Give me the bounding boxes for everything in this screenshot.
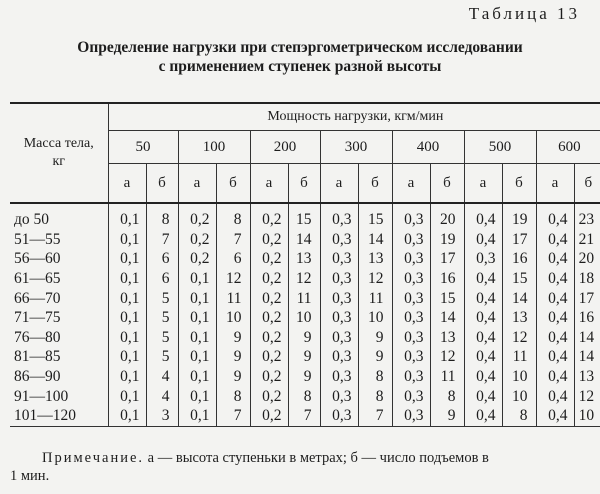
steps-cell: 8 xyxy=(430,386,464,406)
footnote-continuation: 1 мин. xyxy=(10,468,50,484)
col-b-header: б xyxy=(430,164,464,204)
steps-cell: 5 xyxy=(146,328,178,348)
steps-cell: 12 xyxy=(430,347,464,367)
steps-cell: 14 xyxy=(358,230,392,250)
height-cell: 0,3 xyxy=(320,308,358,328)
mass-cell: 51—55 xyxy=(14,230,61,248)
table-row xyxy=(10,269,600,289)
steps-cell: 9 xyxy=(358,328,392,348)
steps-cell: 7 xyxy=(216,406,250,426)
steps-cell: 7 xyxy=(288,406,320,426)
height-cell: 0,1 xyxy=(108,328,146,348)
height-cell: 0,1 xyxy=(178,308,216,328)
height-cell: 0,1 xyxy=(108,308,146,328)
steps-cell: 10 xyxy=(288,308,320,328)
steps-cell: 9 xyxy=(216,347,250,367)
height-cell: 0,3 xyxy=(320,367,358,387)
steps-cell: 15 xyxy=(430,288,464,308)
steps-cell: 14 xyxy=(502,288,536,308)
height-cell: 0,3 xyxy=(392,230,430,250)
load-header: 50 xyxy=(108,131,178,164)
load-header: 200 xyxy=(250,131,320,164)
steps-cell: 6 xyxy=(146,269,178,289)
steps-cell: 10 xyxy=(574,406,600,426)
steps-cell: 20 xyxy=(574,249,600,269)
steps-cell: 19 xyxy=(430,230,464,250)
height-cell: 0,4 xyxy=(464,386,502,406)
height-cell: 0,4 xyxy=(464,203,502,230)
col-b-header: б xyxy=(502,164,536,204)
col-a-header: а xyxy=(464,164,502,204)
steps-cell: 12 xyxy=(216,269,250,289)
steps-cell: 6 xyxy=(146,249,178,269)
steps-cell: 9 xyxy=(288,328,320,348)
mass-cell: 91—100 xyxy=(14,387,69,405)
steps-cell: 17 xyxy=(502,230,536,250)
height-cell: 0,3 xyxy=(320,328,358,348)
height-cell: 0,2 xyxy=(250,367,288,387)
col-a-header: а xyxy=(250,164,288,204)
height-cell: 0,3 xyxy=(320,406,358,426)
height-cell: 0,4 xyxy=(536,308,574,328)
steps-cell: 9 xyxy=(288,347,320,367)
height-cell: 0,2 xyxy=(178,203,216,230)
height-cell: 0,4 xyxy=(464,269,502,289)
mass-cell: 76—80 xyxy=(14,328,61,346)
height-cell: 0,3 xyxy=(392,406,430,426)
steps-cell: 8 xyxy=(502,406,536,426)
height-cell: 0,3 xyxy=(464,249,502,269)
steps-cell: 8 xyxy=(358,386,392,406)
col-b-header: б xyxy=(358,164,392,204)
steps-cell: 15 xyxy=(502,269,536,289)
height-cell: 0,3 xyxy=(320,288,358,308)
height-cell: 0,3 xyxy=(392,347,430,367)
table-row xyxy=(10,203,600,230)
steps-cell: 23 xyxy=(574,203,600,230)
col-a-header: а xyxy=(178,164,216,204)
height-cell: 0,1 xyxy=(108,386,146,406)
table-row xyxy=(10,328,600,348)
height-cell: 0,1 xyxy=(178,347,216,367)
height-cell: 0,3 xyxy=(392,269,430,289)
table-row xyxy=(10,249,600,269)
height-cell: 0,1 xyxy=(178,328,216,348)
height-cell: 0,1 xyxy=(108,347,146,367)
height-cell: 0,4 xyxy=(536,347,574,367)
steps-cell: 18 xyxy=(574,269,600,289)
height-cell: 0,1 xyxy=(108,203,146,230)
col-a-header: а xyxy=(108,164,146,204)
height-cell: 0,2 xyxy=(250,230,288,250)
steps-cell: 9 xyxy=(216,328,250,348)
col-b-header: б xyxy=(146,164,178,204)
steps-cell: 6 xyxy=(216,249,250,269)
load-header: 600 xyxy=(536,131,600,164)
steps-cell: 7 xyxy=(146,230,178,250)
height-cell: 0,4 xyxy=(464,367,502,387)
height-cell: 0,2 xyxy=(250,406,288,426)
steps-cell: 3 xyxy=(146,406,178,426)
steps-cell: 4 xyxy=(146,367,178,387)
height-cell: 0,4 xyxy=(536,249,574,269)
height-cell: 0,4 xyxy=(464,230,502,250)
height-cell: 0,2 xyxy=(250,269,288,289)
height-cell: 0,3 xyxy=(320,386,358,406)
steps-cell: 19 xyxy=(502,203,536,230)
steps-cell: 5 xyxy=(146,308,178,328)
height-cell: 0,4 xyxy=(536,367,574,387)
height-cell: 0,3 xyxy=(320,203,358,230)
height-cell: 0,3 xyxy=(320,249,358,269)
height-cell: 0,2 xyxy=(250,288,288,308)
height-cell: 0,2 xyxy=(178,230,216,250)
height-cell: 0,4 xyxy=(536,230,574,250)
power-header: Мощность нагрузки, кгм/мин xyxy=(108,103,600,131)
height-cell: 0,3 xyxy=(392,367,430,387)
table-row xyxy=(10,347,600,367)
height-cell: 0,1 xyxy=(108,249,146,269)
mass-cell: 101—120 xyxy=(14,407,76,425)
height-cell: 0,4 xyxy=(464,347,502,367)
height-cell: 0,1 xyxy=(178,269,216,289)
height-cell: 0,3 xyxy=(392,386,430,406)
height-cell: 0,3 xyxy=(320,230,358,250)
steps-cell: 11 xyxy=(288,288,320,308)
col-a-header: а xyxy=(320,164,358,204)
table-row xyxy=(10,230,600,250)
mass-cell: 86—90 xyxy=(14,368,61,386)
steps-cell: 16 xyxy=(430,269,464,289)
height-cell: 0,2 xyxy=(250,328,288,348)
steps-cell: 10 xyxy=(502,367,536,387)
height-cell: 0,4 xyxy=(536,406,574,426)
table-label: Таблица 13 xyxy=(468,4,580,23)
steps-cell: 9 xyxy=(288,367,320,387)
steps-cell: 5 xyxy=(146,288,178,308)
mass-header-line-2: кг xyxy=(52,154,66,169)
title-line-1: Определение нагрузки при степэргометрическом исследовании xyxy=(77,39,523,56)
steps-cell: 13 xyxy=(358,249,392,269)
height-cell: 0,1 xyxy=(178,386,216,406)
steps-cell: 12 xyxy=(288,269,320,289)
table-title xyxy=(0,38,600,76)
steps-cell: 11 xyxy=(358,288,392,308)
steps-cell: 9 xyxy=(216,367,250,387)
steps-cell: 8 xyxy=(216,203,250,230)
load-header: 100 xyxy=(178,131,250,164)
height-cell: 0,3 xyxy=(320,347,358,367)
mass-cell: 71—75 xyxy=(14,309,61,327)
steps-cell: 12 xyxy=(574,386,600,406)
height-cell: 0,1 xyxy=(108,288,146,308)
steps-cell: 11 xyxy=(502,347,536,367)
mass-header-line-1: Масса тела, xyxy=(23,136,94,151)
steps-cell: 14 xyxy=(574,347,600,367)
height-cell: 0,1 xyxy=(108,406,146,426)
mass-cell: 81—85 xyxy=(14,348,61,366)
steps-cell: 5 xyxy=(146,347,178,367)
steps-cell: 16 xyxy=(502,249,536,269)
height-cell: 0,4 xyxy=(536,328,574,348)
steps-cell: 7 xyxy=(216,230,250,250)
steps-cell: 15 xyxy=(358,203,392,230)
col-a-header: а xyxy=(536,164,574,204)
height-cell: 0,3 xyxy=(392,203,430,230)
height-cell: 0,4 xyxy=(536,269,574,289)
footnote-text: а — высота ступеньки в метрах; б — число подъемов в xyxy=(147,450,489,466)
mass-cell: 66—70 xyxy=(14,289,61,307)
steps-cell: 10 xyxy=(502,386,536,406)
height-cell: 0,2 xyxy=(250,308,288,328)
steps-cell: 10 xyxy=(358,308,392,328)
height-cell: 0,4 xyxy=(464,288,502,308)
height-cell: 0,1 xyxy=(108,367,146,387)
steps-cell: 12 xyxy=(502,328,536,348)
steps-cell: 15 xyxy=(288,203,320,230)
steps-cell: 10 xyxy=(216,308,250,328)
mass-cell: 56—60 xyxy=(14,250,61,268)
load-table xyxy=(10,102,600,427)
col-a-header: а xyxy=(392,164,430,204)
steps-cell: 14 xyxy=(574,328,600,348)
steps-cell: 13 xyxy=(430,328,464,348)
steps-cell: 17 xyxy=(574,288,600,308)
height-cell: 0,4 xyxy=(464,308,502,328)
col-b-header: б xyxy=(216,164,250,204)
height-cell: 0,1 xyxy=(178,367,216,387)
height-cell: 0,4 xyxy=(464,406,502,426)
height-cell: 0,4 xyxy=(536,386,574,406)
height-cell: 0,4 xyxy=(536,203,574,230)
height-cell: 0,2 xyxy=(178,249,216,269)
mass-cell: до 50 xyxy=(14,211,50,229)
steps-cell: 11 xyxy=(216,288,250,308)
table-row xyxy=(10,288,600,308)
steps-cell: 13 xyxy=(574,367,600,387)
steps-cell: 9 xyxy=(358,347,392,367)
steps-cell: 20 xyxy=(430,203,464,230)
steps-cell: 8 xyxy=(146,203,178,230)
steps-cell: 8 xyxy=(358,367,392,387)
col-b-header: б xyxy=(288,164,320,204)
height-cell: 0,2 xyxy=(250,203,288,230)
table-row xyxy=(10,308,600,328)
footnote-heading: Примечание. xyxy=(42,450,145,466)
height-cell: 0,4 xyxy=(536,288,574,308)
steps-cell: 9 xyxy=(430,406,464,426)
steps-cell: 11 xyxy=(430,367,464,387)
col-b-header: б xyxy=(574,164,600,204)
mass-header xyxy=(10,103,108,203)
steps-cell: 4 xyxy=(146,386,178,406)
steps-cell: 8 xyxy=(288,386,320,406)
mass-cell: 61—65 xyxy=(14,270,61,288)
steps-cell: 17 xyxy=(430,249,464,269)
steps-cell: 21 xyxy=(574,230,600,250)
load-header: 300 xyxy=(320,131,392,164)
steps-cell: 8 xyxy=(216,386,250,406)
height-cell: 0,3 xyxy=(320,269,358,289)
height-cell: 0,2 xyxy=(250,347,288,367)
steps-cell: 13 xyxy=(502,308,536,328)
height-cell: 0,1 xyxy=(108,269,146,289)
load-header: 400 xyxy=(392,131,464,164)
table-row xyxy=(10,367,600,387)
steps-cell: 16 xyxy=(574,308,600,328)
height-cell: 0,3 xyxy=(392,328,430,348)
height-cell: 0,2 xyxy=(250,249,288,269)
load-header: 500 xyxy=(464,131,536,164)
height-cell: 0,1 xyxy=(108,230,146,250)
height-cell: 0,1 xyxy=(178,288,216,308)
height-cell: 0,3 xyxy=(392,288,430,308)
height-cell: 0,1 xyxy=(178,406,216,426)
steps-cell: 13 xyxy=(288,249,320,269)
height-cell: 0,2 xyxy=(250,386,288,406)
table-row xyxy=(10,386,600,406)
height-cell: 0,3 xyxy=(392,308,430,328)
height-cell: 0,3 xyxy=(392,249,430,269)
steps-cell: 7 xyxy=(358,406,392,426)
footnote xyxy=(42,448,582,468)
table-row xyxy=(10,406,600,426)
steps-cell: 14 xyxy=(288,230,320,250)
height-cell: 0,4 xyxy=(464,328,502,348)
steps-cell: 14 xyxy=(430,308,464,328)
title-line-2: с применением ступенек разной высоты xyxy=(158,58,442,75)
steps-cell: 12 xyxy=(358,269,392,289)
